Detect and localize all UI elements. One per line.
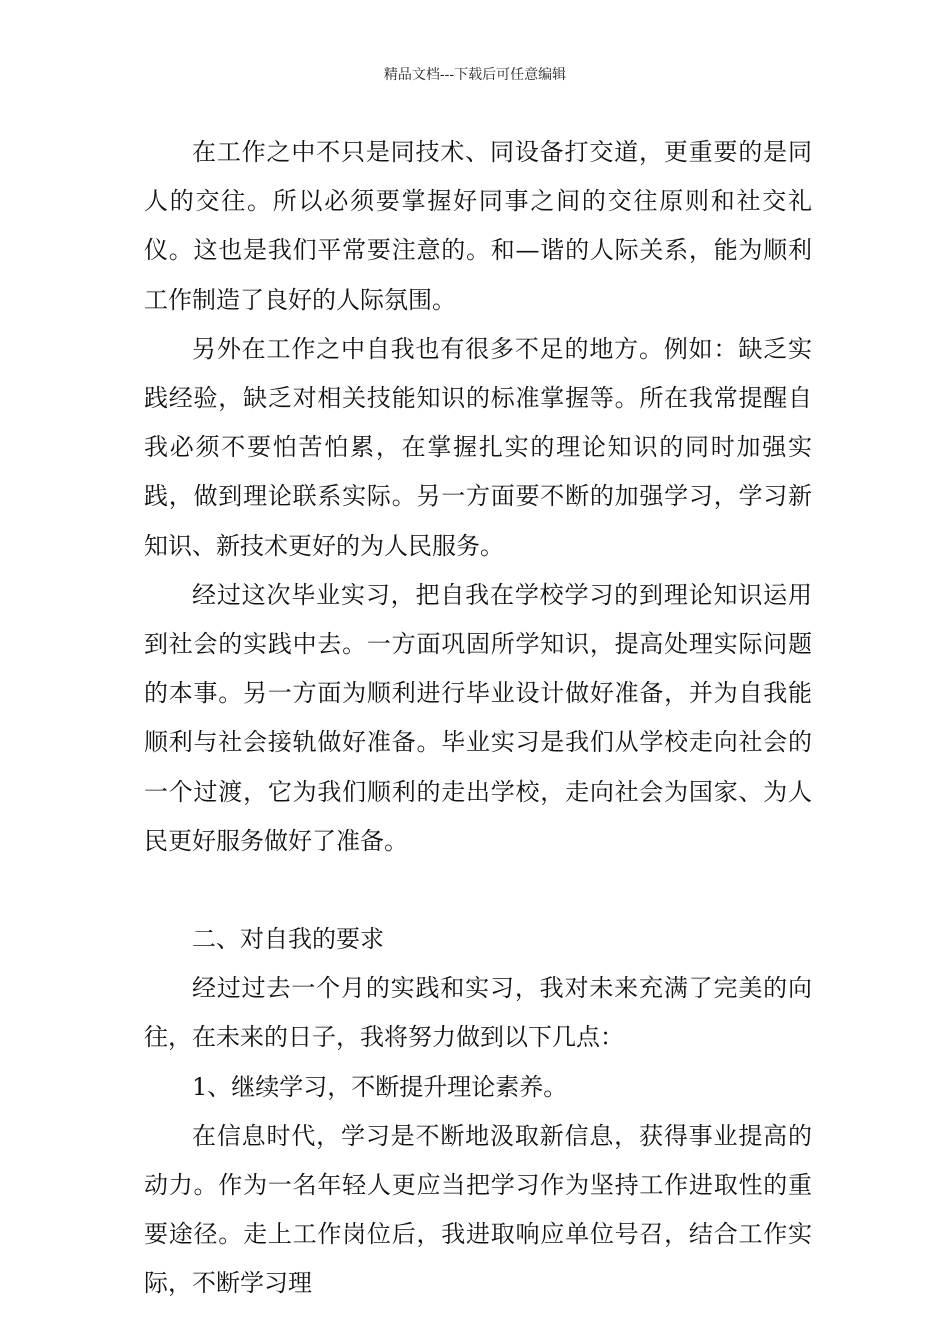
paragraph-internship-summary: 经过这次毕业实习，把自我在学校学习的到理论知识运用到社会的实践中去。一方面巩固所学知识，提高处理实际问题的本事。另一方面为顺利进行毕业设计做好准备，并为自我能顺利与社会接轨做好准备。毕业实习是我们从学校走向社会的一个过渡，它为我们顺利的走出学校，走向社会为国家、为人民更好服务做好了准备。	[144, 580, 812, 855]
document-body	[144, 128, 812, 1309]
paragraph-information-age: 在信息时代，学习是不断地汲取新信息，获得事业提高的动力。作为一名年轻人更应当把学习作为坚持工作进取性的重要途径。走上工作岗位后，我进取响应单位号召，结合工作实际，不断学习理	[144, 1121, 812, 1298]
list-item-continue-learning: 1、继续学习，不断提升理论素养。	[192, 1072, 568, 1101]
paragraph-shortcomings: 另外在工作之中自我也有很多不足的地方。例如：缺乏实践经验，缺乏对相关技能知识的标准掌握等。所在我常提醒自我必须不要怕苦怕累，在掌握扎实的理论知识的同时加强实践，做到理论联系实际。另一方面要不断的加强学习，学习新知识、新技术更好的为人民服务。	[144, 334, 812, 560]
paragraph-interpersonal: 在工作之中不只是同技术、同设备打交道，更重要的是同人的交往。所以必须要掌握好同事之间的交往原则和社交礼仪。这也是我们平常要注意的。和—谐的人际关系，能为顺利工作制造了良好的人际氛围。	[144, 138, 812, 314]
paragraph-future-intro: 经过过去一个月的实践和实习，我对未来充满了完美的向往，在未来的日子，我将努力做到以下几点：	[144, 974, 812, 1052]
section-heading: 二、对自我的要求	[192, 925, 384, 954]
page-header: 精品文档---下载后可任意编辑	[383, 67, 567, 83]
